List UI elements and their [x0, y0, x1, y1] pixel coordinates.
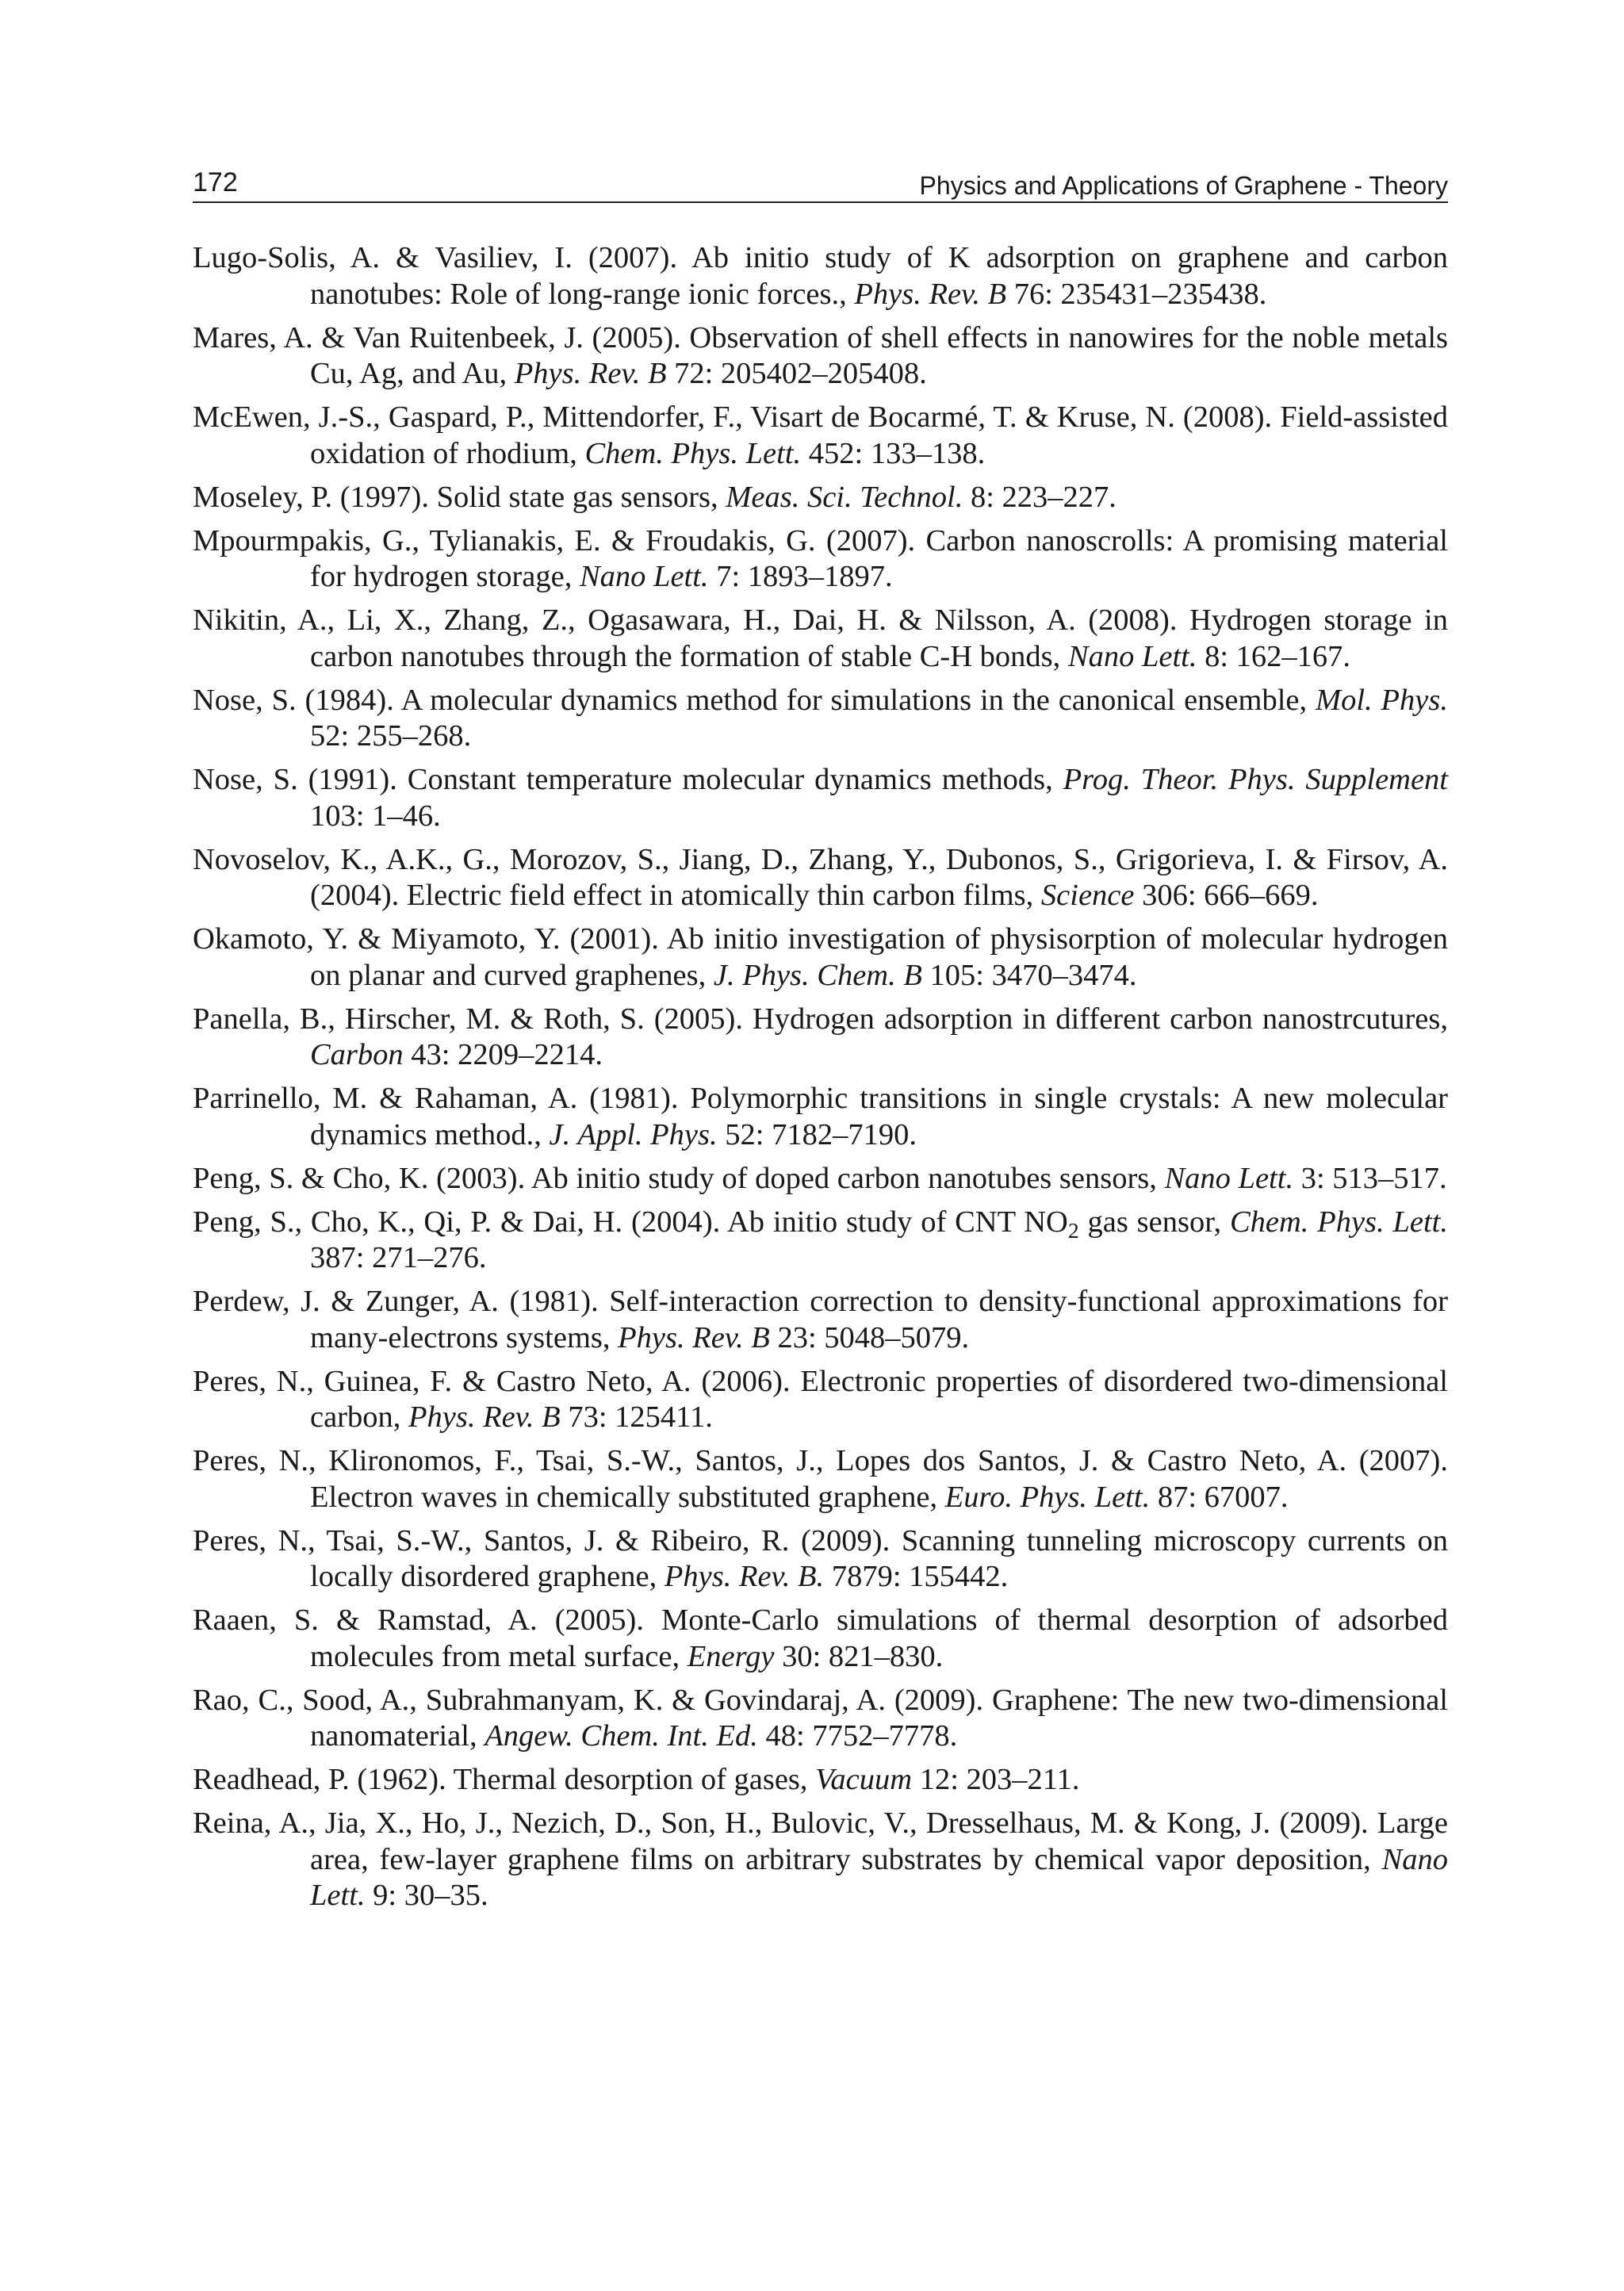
reference-entry — [193, 1603, 1448, 1675]
reference-post: 43: 2209–2214. — [403, 1038, 603, 1071]
reference-journal: Nano Lett. — [1067, 639, 1197, 673]
reference-post: 52: 255–268. — [310, 719, 472, 753]
reference-entry — [193, 523, 1448, 596]
reference-journal: Phys. Rev. B — [408, 1400, 561, 1434]
reference-entry — [193, 1161, 1448, 1197]
reference-pre: Nose, S. (1991). Constant temperature molecular dynamics methods, — [193, 763, 1063, 796]
reference-pre: Panella, B., Hirscher, M. & Roth, S. (2005). Hydrogen adsorption in different carbon nanostrcutures, — [193, 1002, 1448, 1036]
reference-post: 105: 3470–3474. — [921, 958, 1137, 992]
reference-journal: Prog. Theor. Phys. Supplement — [1063, 763, 1448, 796]
reference-journal: Science — [1040, 879, 1135, 912]
reference-journal: Vacuum — [815, 1763, 913, 1796]
reference-pre: Okamoto, Y. & Miyamoto, Y. (2001). Ab initio investigation of physisorption of molecular hydrogen on planar and curved graphenes, — [193, 922, 1448, 992]
reference-entry — [193, 480, 1448, 516]
reference-pre: Raaen, S. & Ramstad, A. (2005). Monte-Carlo simulations of thermal desorption of adsorbed molecules from metal surface, — [193, 1603, 1448, 1673]
reference-pre: gas sensor, — [1078, 1205, 1230, 1239]
reference-post: 7: 1893–1897. — [708, 560, 893, 593]
reference-pre: Mares, A. & Van Ruitenbeek, J. (2005). Observation of shell effects in nanowires for the noble metals Cu, Ag, and Au, — [193, 320, 1448, 390]
reference-post: 48: 7752–7778. — [757, 1719, 958, 1753]
reference-post: 73: 125411. — [560, 1400, 713, 1434]
reference-post: 30: 821–830. — [774, 1639, 944, 1673]
reference-journal: Phys. Rev. B — [618, 1320, 770, 1354]
running-head — [193, 167, 1448, 203]
reference-post: 452: 133–138. — [801, 436, 986, 470]
page-number: 172 — [193, 167, 238, 197]
reference-entry — [193, 400, 1448, 472]
reference-entry — [193, 1806, 1448, 1914]
reference-journal: Euro. Phys. Lett. — [944, 1480, 1151, 1514]
reference-post: 7879: 155442. — [824, 1560, 1009, 1593]
reference-pre: McEwen, J.-S., Gaspard, P., Mittendorfer, F., Visart de Bocarmé, T. & Kruse, N. (2008). Field-assisted oxidation of rhodium, — [193, 400, 1448, 470]
reference-post: 76: 235431–235438. — [1006, 277, 1267, 311]
reference-journal: Nano Lett. — [310, 1842, 1448, 1912]
reference-journal: Nano Lett. — [579, 560, 709, 593]
reference-journal: Nano Lett. — [1164, 1161, 1294, 1195]
reference-entry — [193, 603, 1448, 675]
reference-journal: Angew. Chem. Int. Ed. — [485, 1719, 758, 1753]
reference-post: 8: 162–167. — [1197, 639, 1351, 673]
reference-pre: Nikitin, A., Li, X., Zhang, Z., Ogasawara, H., Dai, H. & Nilsson, A. (2008). Hydrogen storage in carbon nanotubes through the formation of stable C-H bonds, — [193, 603, 1448, 673]
reference-entry — [193, 762, 1448, 834]
running-title: Physics and Applications of Graphene - Theory — [919, 171, 1448, 200]
reference-post: 23: 5048–5079. — [769, 1320, 970, 1354]
reference-pre: Peng, S. & Cho, K. (2003). Ab initio study of doped carbon nanotubes sensors, — [193, 1161, 1165, 1195]
reference-entry — [193, 1443, 1448, 1515]
reference-entry — [193, 1205, 1448, 1277]
reference-journal: Meas. Sci. Technol. — [726, 480, 963, 514]
reference-entry — [193, 1081, 1448, 1153]
reference-journal: Phys. Rev. B — [854, 277, 1007, 311]
reference-sub: 2 — [1067, 1217, 1079, 1243]
reference-post: 12: 203–211. — [912, 1763, 1080, 1796]
reference-entry — [193, 1523, 1448, 1596]
reference-pre: Lugo-Solis, A. & Vasiliev, I. (2007). Ab initio study of K adsorption on graphene and carbon nanotubes: Role of long-range ionic forces., — [193, 241, 1448, 311]
reference-journal: Chem. Phys. Lett. — [1229, 1205, 1449, 1239]
reference-pre: Readhead, P. (1962). Thermal desorption of gases, — [193, 1763, 816, 1796]
reference-journal: J. Phys. Chem. B — [713, 958, 922, 992]
reference-post: 3: 513–517. — [1293, 1161, 1447, 1195]
reference-pre: Moseley, P. (1997). Solid state gas sensors, — [193, 480, 726, 514]
reference-entry — [193, 1683, 1448, 1755]
reference-entry — [193, 1364, 1448, 1436]
reference-entry — [193, 1284, 1448, 1356]
reference-post: 72: 205402–205408. — [666, 357, 927, 390]
reference-journal: J. Appl. Phys. — [549, 1117, 718, 1151]
reference-pre: Reina, A., Jia, X., Ho, J., Nezich, D., Son, H., Bulovic, V., Dresselhaus, M. & Kong, J. (2009). Large area, few-layer graphene films on arbitrary substrates by chemical vapor deposition, — [193, 1806, 1448, 1876]
reference-entry — [193, 320, 1448, 393]
reference-pre: Novoselov, K., A.K., G., Morozov, S., Jiang, D., Zhang, Y., Dubonos, S., Grigorieva, I. & Firsov, A. (2004). Electric field effect in atomically thin carbon films, — [193, 842, 1448, 912]
reference-pre: Peng, S., Cho, K., Qi, P. & Dai, H. (2004). Ab initio study of CNT NO — [193, 1205, 1068, 1239]
reference-pre: Peres, N., Tsai, S.-W., Santos, J. & Ribeiro, R. (2009). Scanning tunneling microscopy currents on locally disordered graphene, — [193, 1523, 1448, 1593]
reference-list — [193, 240, 1448, 1921]
reference-post: 306: 666–669. — [1134, 879, 1319, 912]
reference-entry — [193, 921, 1448, 994]
reference-entry — [193, 1762, 1448, 1799]
reference-entry — [193, 683, 1448, 755]
reference-entry — [193, 1002, 1448, 1074]
reference-journal: Energy — [687, 1639, 775, 1673]
reference-post: 87: 67007. — [1150, 1480, 1289, 1514]
reference-journal: Mol. Phys. — [1316, 683, 1448, 717]
reference-pre: Rao, C., Sood, A., Subrahmanyam, K. & Govindaraj, A. (2009). Graphene: The new two-dimensional nanomaterial, — [193, 1683, 1448, 1753]
reference-journal: Phys. Rev. B. — [664, 1560, 825, 1593]
reference-post: 387: 271–276. — [310, 1241, 487, 1274]
reference-entry — [193, 842, 1448, 914]
reference-post: 8: 223–227. — [963, 480, 1116, 514]
reference-post: 103: 1–46. — [310, 799, 441, 833]
reference-pre: Peres, N., Klironomos, F., Tsai, S.-W., Santos, J., Lopes dos Santos, J. & Castro Neto, A. (2007). Electron waves in chemically substituted graphene, — [193, 1444, 1448, 1514]
reference-pre: Parrinello, M. & Rahaman, A. (1981). Polymorphic transitions in single crystals: A new molecular dynamics method., — [193, 1082, 1448, 1151]
reference-pre: Nose, S. (1984). A molecular dynamics method for simulations in the canonical ensemble, — [193, 683, 1316, 717]
reference-pre: Mpourmpakis, G., Tylianakis, E. & Froudakis, G. (2007). Carbon nanoscrolls: A promising material for hydrogen storage, — [193, 523, 1448, 593]
reference-journal: Phys. Rev. B — [514, 357, 667, 390]
reference-journal: Chem. Phys. Lett. — [584, 436, 802, 470]
reference-pre: Perdew, J. & Zunger, A. (1981). Self-interaction correction to density-functional approximations for many-electrons systems, — [193, 1285, 1448, 1354]
reference-entry — [193, 240, 1448, 312]
reference-journal: Carbon — [310, 1038, 404, 1071]
reference-post: 52: 7182–7190. — [717, 1117, 917, 1151]
reference-pre: Peres, N., Guinea, F. & Castro Neto, A. (2006). Electronic properties of disordered two-dimensional carbon, — [193, 1364, 1448, 1434]
reference-post: 9: 30–35. — [365, 1879, 488, 1912]
